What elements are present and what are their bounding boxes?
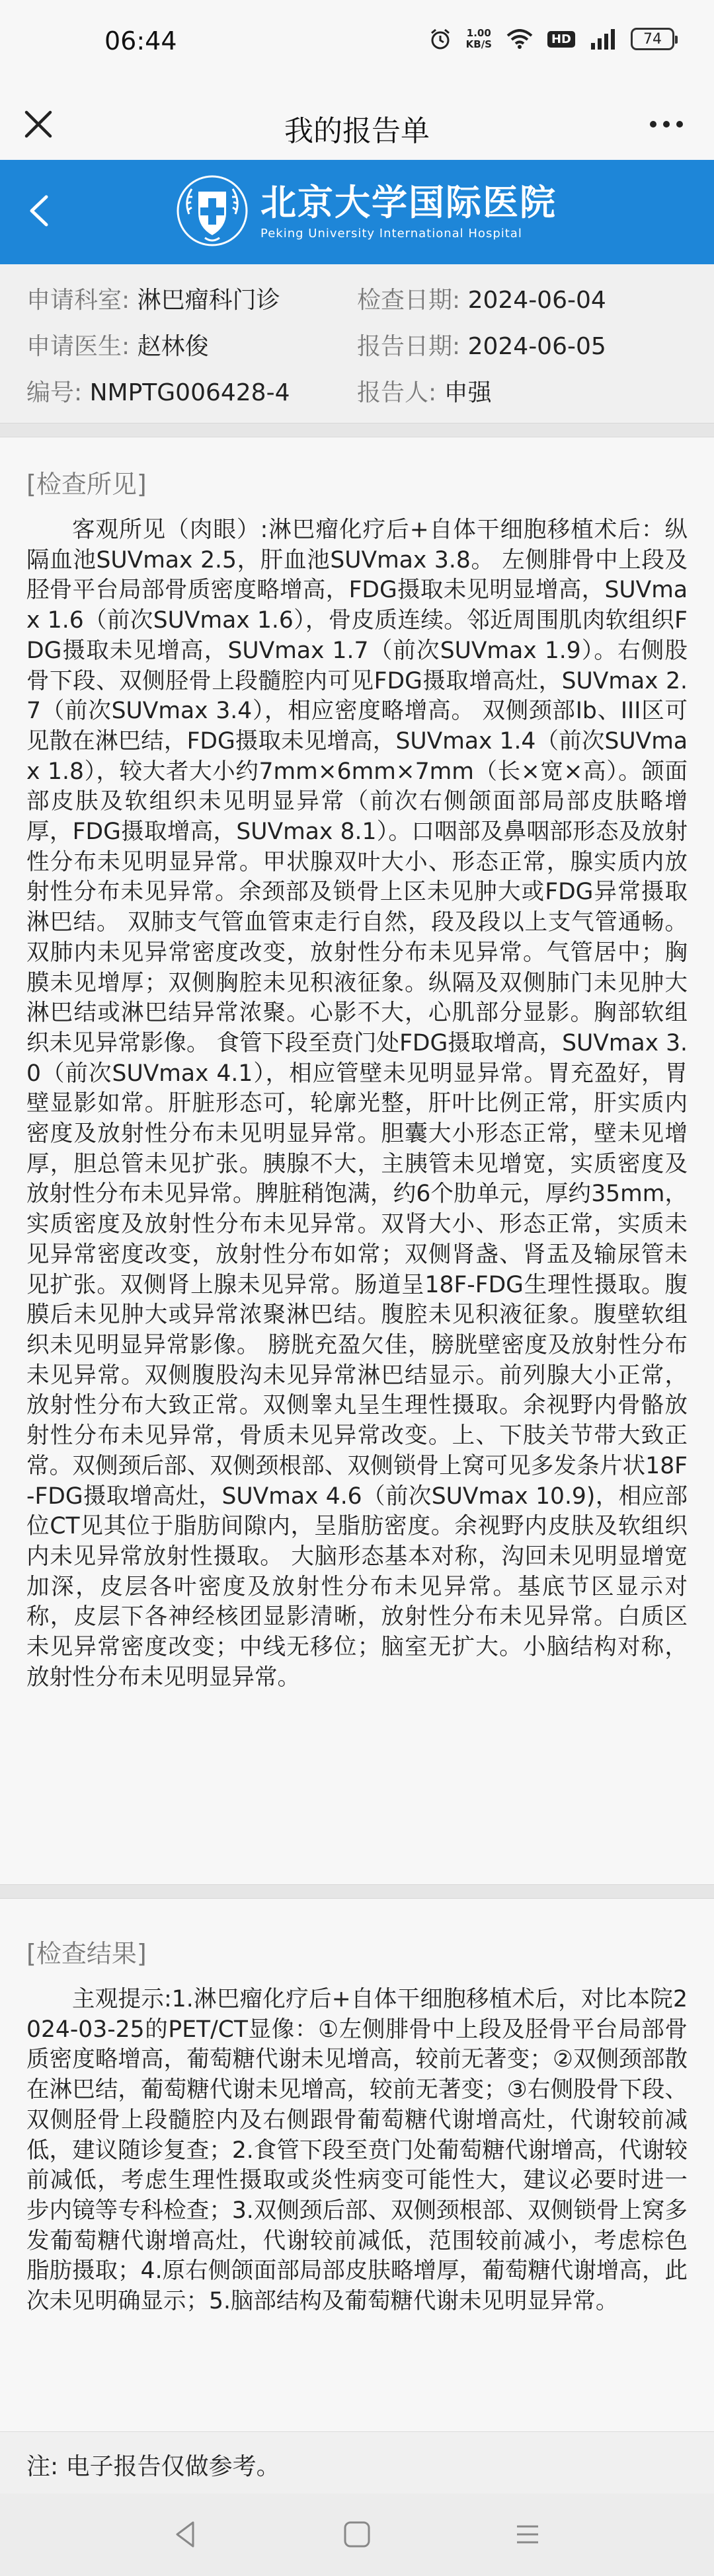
title-bar <box>0 90 714 160</box>
recents-menu-icon[interactable] <box>510 2517 545 2552</box>
hospital-name-cn: 北京大学国际医院 <box>260 180 557 223</box>
divider <box>0 423 714 437</box>
net-speed-unit: KB/S <box>465 38 492 50</box>
divider <box>0 1884 714 1899</box>
battery-icon: 74 <box>631 28 674 50</box>
findings-section <box>0 437 714 1884</box>
exam-date-value: 2024-06-04 <box>467 287 606 314</box>
more-icon[interactable] <box>645 104 688 144</box>
report-date-row <box>357 328 606 361</box>
alarm-icon <box>429 28 452 50</box>
net-speed-value: 1.00 <box>466 27 491 39</box>
reporter-row <box>357 374 492 408</box>
doctor-label: 申请医生: <box>26 333 138 360</box>
net-speed <box>466 28 492 50</box>
disclaimer-note <box>0 2431 714 2493</box>
status-time: 06:44 <box>104 26 177 55</box>
hospital-logo <box>176 174 557 247</box>
hospital-emblem-icon <box>176 174 249 247</box>
report-date-label: 报告日期: <box>357 333 468 360</box>
department-value: 淋巴瘤科门诊 <box>137 287 280 314</box>
status-bar <box>0 0 714 90</box>
results-title: [检查结果] <box>26 1939 147 1968</box>
status-icons <box>429 28 674 50</box>
reporter-value: 申强 <box>444 379 492 406</box>
reporter-label: 报告人: <box>357 379 444 406</box>
results-section <box>0 1899 714 2431</box>
number-row <box>26 374 290 408</box>
hd-badge: HD <box>547 31 575 48</box>
number-label: 编号: <box>26 379 90 406</box>
exam-date-row <box>357 281 606 315</box>
back-arrow-icon[interactable] <box>20 188 60 234</box>
hospital-name <box>260 182 557 240</box>
home-square-icon[interactable] <box>340 2517 374 2552</box>
back-triangle-icon[interactable] <box>169 2517 204 2552</box>
signal-icon <box>590 28 616 50</box>
report-date-value: 2024-06-05 <box>467 333 606 360</box>
hospital-name-en: Peking University International Hospital <box>260 226 522 240</box>
doctor-value: 赵林俊 <box>137 333 209 360</box>
system-nav-bar <box>0 2493 714 2576</box>
number-value: NMPTG006428-4 <box>89 379 290 406</box>
department-row <box>26 281 280 315</box>
exam-date-label: 检查日期: <box>357 287 468 314</box>
hospital-header <box>0 160 714 264</box>
disclaimer-text: 注: 电子报告仅做参考。 <box>26 2453 280 2480</box>
department-label: 申请科室: <box>26 287 138 314</box>
report-info-panel <box>0 264 714 423</box>
findings-body: 客观所见（肉眼）:淋巴瘤化疗后+自体干细胞移植术后：纵隔血池SUVmax 2.5，肝血池SUVmax 3.8。 左侧腓骨中上段及胫骨平台局部骨质密度略增高，FDG摄取未见明显增高，SUVmax 1.6（前次SUVmax 1.6），骨皮质连续。邻近周围肌肉软组织FDG摄取未见增高，SUVmax 1.7（前次SUVmax 1.9）。右侧股骨下段、双侧胫骨上段髓腔内可见FDG摄取增高灶，SUVmax 2.7（前次SUVmax 3.4），相应密度略增高。 双侧颈部Ib、III区可见散在淋巴结，FDG摄取未见增高，SUVmax 1.4（前次SUVmax 1.8），较大者大小约7mm×6mm×7mm（长×宽×高）。颌面部皮肤及软组织未见明显异常（前次右侧颌面部局部皮肤略增厚，FDG摄取增高，SUVmax 8.1）。口咽部及鼻咽部形态及放射性分布未见明显异常。甲状腺双叶大小、形态正常，腺实质内放射性分布未见异常。余颈部及锁骨上区未见肿大或FDG异常摄取淋巴结。 双肺支气管血管束走行自然，段及段以上支气管通畅。双肺内未见异常密度改变，放射性分布未见异常。气管居中；胸膜未见增厚；双侧胸腔未见积液征象。纵隔及双侧肺门未见肿大淋巴结或淋巴结异常浓聚。心影不大，心肌部分显影。胸部软组织未见异常影像。 食管下段至贲门处FDG摄取增高，SUVmax 3.0（前次SUVmax 4.1），相应管壁未见明显异常。胃充盈好，胃壁显影如常。肝脏形态可，轮廓光整，肝叶比例正常，肝实质内密度及放射性分布未见明显异常。胆囊大小形态正常，壁未见增厚，胆总管未见扩张。胰腺不大，主胰管未见增宽，实质密度及放射性分布未见异常。脾脏稍饱满，约6个肋单元，厚约35mm，实质密度及放射性分布未见异常。双肾大小、形态正常，实质未见异常密度改变，放射性分布如常；双侧肾盏、肾盂及输尿管未见扩张。双侧肾上腺未见异常。肠道呈18F-FDG生理性摄取。腹膜后未见肿大或异常浓聚淋巴结。腹腔未见积液征象。腹壁软组织未见明显异常影像。 膀胱充盈欠佳，膀胱壁密度及放射性分布未见异常。双侧腹股沟未见异常淋巴结显示。前列腺大小正常，放射性分布大致正常。双侧睾丸呈生理性摄取。余视野内骨骼放射性分布未见异常，骨质未见异常改变。上、下肢关节带大致正常。双侧颈后部、双侧颈根部、双侧锁骨上窝可见多发条片状18F-FDG摄取增高灶，SUVmax 4.6（前次SUVmax 10.9)，相应部位CT见其位于脂肪间隙内，呈脂肪密度。余视野内皮肤及软组织内未见异常放射性摄取。 大脑形态基本对称，沟回未见明显增宽加深，皮层各叶密度及放射性分布未见异常。基底节区显示对称，皮层下各神经核团显影清晰，放射性分布未见异常。白质区未见异常密度改变；中线无移位；脑室无扩大。小脑结构对称，放射性分布未见明显异常。 <box>26 517 688 1691</box>
page-title: 我的报告单 <box>284 114 430 148</box>
findings-title: [检查所见] <box>26 470 147 499</box>
results-body: 主观提示:1.淋巴瘤化疗后+自体干细胞移植术后，对比本院2024-03-25的PET/CT显像：①左侧腓骨中上段及胫骨平台局部骨质密度略增高，葡萄糖代谢未见增高，较前无著变；②双侧颈部散在淋巴结，葡萄糖代谢未见增高，较前无著变；③右侧股骨下段、双侧胫骨上段髓腔内及右侧跟骨葡萄糖代谢增高灶，代谢较前减低，建议随诊复查；2.食管下段至贲门处葡萄糖代谢增高，代谢较前减低，考虑生理性摄取或炎性病变可能性大，建议必要时进一步内镜等专科检查；3.双侧颈后部、双侧颈根部、双侧锁骨上窝多发葡萄糖代谢增高灶，代谢较前减低，范围较前减小，考虑棕色脂肪摄取；4.原右侧颌面部局部皮肤略增厚，葡萄糖代谢增高，此次未见明确显示；5.脑部结构及葡萄糖代谢未见明显异常。 <box>26 1986 688 2315</box>
doctor-row <box>26 328 209 361</box>
wifi-icon <box>506 29 533 49</box>
